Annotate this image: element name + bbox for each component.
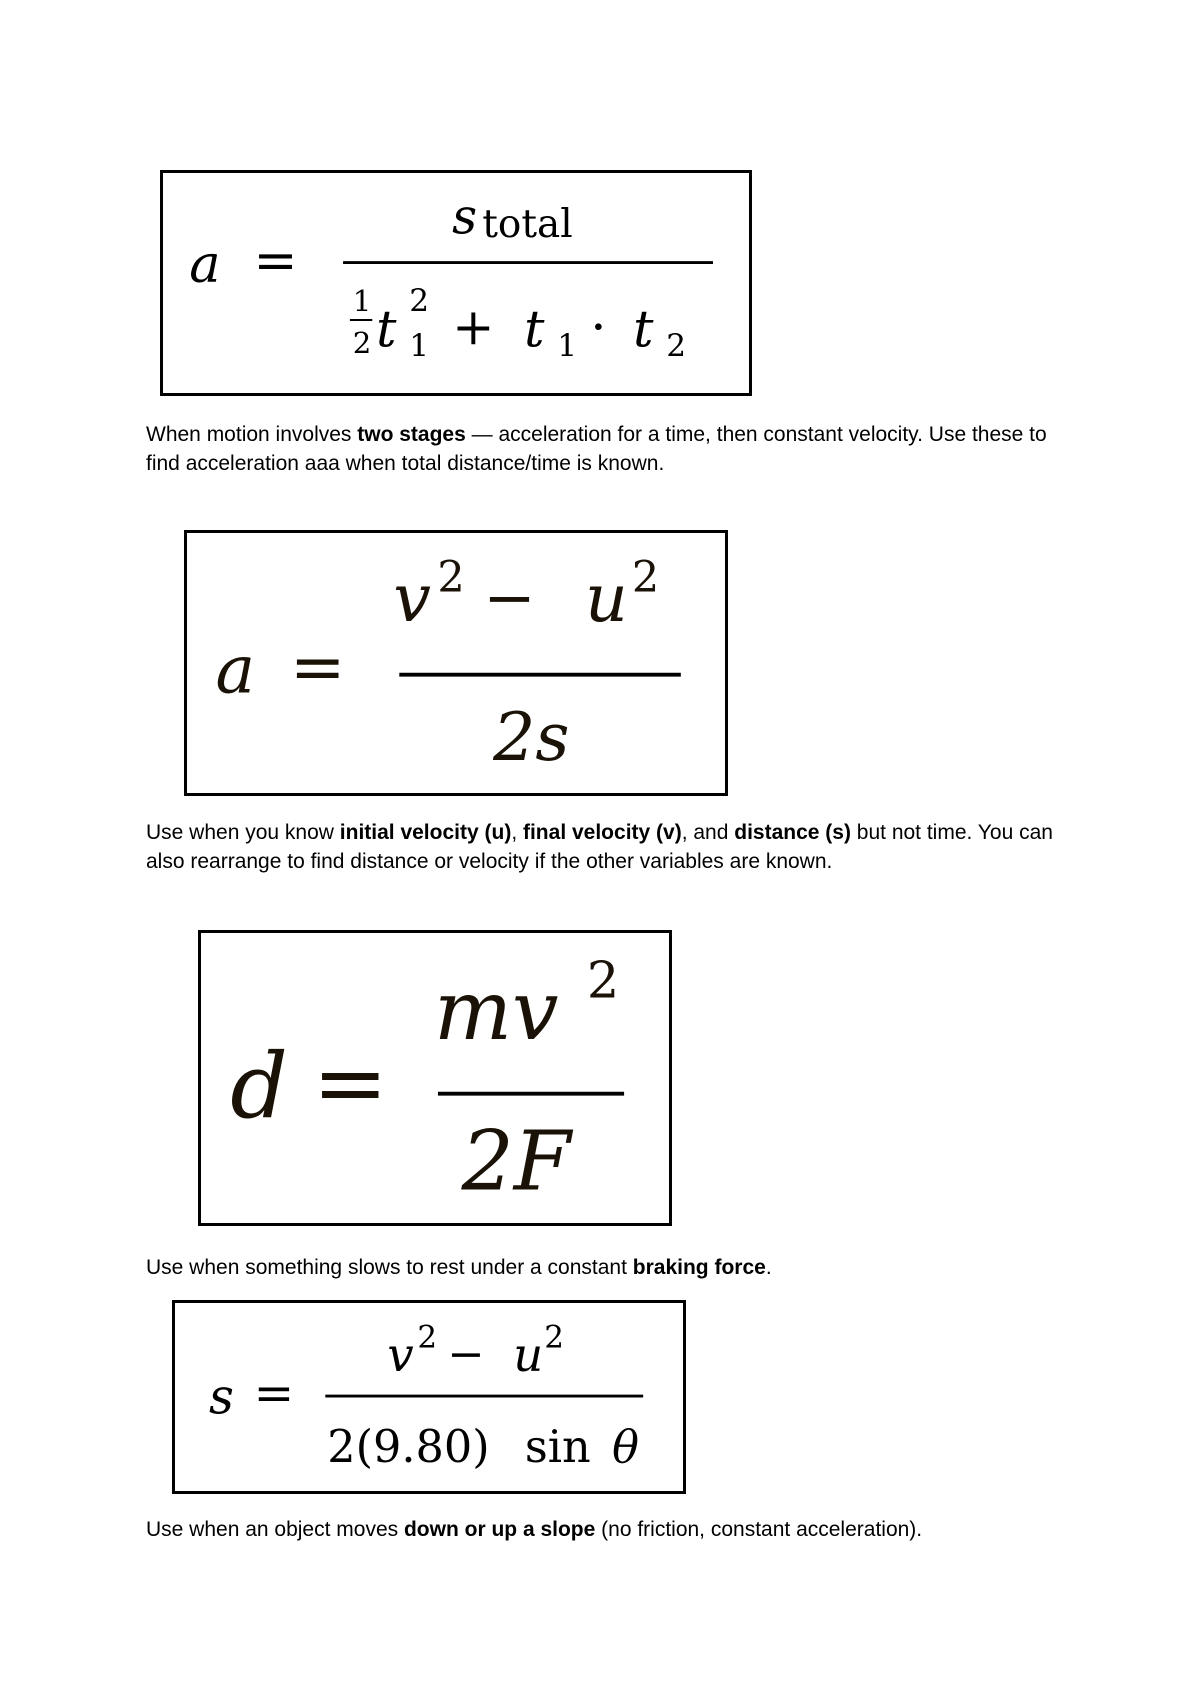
formula-lhs: a xyxy=(189,234,221,296)
numerator-u-squared: 2 xyxy=(631,552,660,603)
formula-braking-svg xyxy=(201,933,669,1223)
denominator-theta: θ xyxy=(612,1420,639,1473)
minus-sign: − xyxy=(483,561,536,635)
formula-acceleration-svg xyxy=(187,533,725,793)
t2-symbol: t xyxy=(633,299,654,359)
t1-subscript: 1 xyxy=(409,328,430,365)
text-run: Use when an object moves xyxy=(146,1518,404,1541)
text-run: . xyxy=(765,1256,772,1279)
text-run: , xyxy=(511,821,523,844)
minus-sign: − xyxy=(447,1327,485,1380)
text-run: Use when you know xyxy=(146,821,340,844)
numerator-v: v xyxy=(387,1327,414,1382)
numerator-s: s xyxy=(452,189,478,246)
numerator-sub-total: total xyxy=(482,202,573,248)
formula-equals: = xyxy=(289,627,346,706)
numerator-u-squared: 2 xyxy=(544,1319,565,1356)
description-braking xyxy=(146,1253,1066,1282)
bold-final-velocity: final velocity (v) xyxy=(522,821,682,844)
numerator-v-squared: 2 xyxy=(417,1319,438,1356)
t1-superscript: 2 xyxy=(409,283,430,320)
bold-initial-velocity: initial velocity (u) xyxy=(339,821,512,844)
text-run: but not time. You can also rearrange to find distance or velocity if the other variables are known. xyxy=(146,821,1053,873)
formula-equals: = xyxy=(253,1365,295,1422)
numerator-v: v xyxy=(393,558,431,637)
bold-two-stages: two stages xyxy=(357,423,466,446)
text-run: , and xyxy=(681,821,735,844)
t2-subscript: 2 xyxy=(666,328,687,365)
formula-two-stage-svg xyxy=(163,173,749,393)
description-two-stage xyxy=(146,420,1066,478)
formula-lhs: a xyxy=(215,630,256,709)
formula-slope-distance xyxy=(172,1300,686,1494)
text-run: Use when something slows to rest under a constant xyxy=(146,1256,633,1279)
formula-lhs: s xyxy=(209,1369,234,1426)
formula-braking-distance xyxy=(198,930,672,1226)
numerator-v-squared: 2 xyxy=(437,552,465,603)
half-denominator: 2 xyxy=(352,326,372,361)
bold-down-or-up-slope: down or up a slope xyxy=(403,1518,596,1541)
formula-slope-svg xyxy=(175,1303,683,1491)
half-numerator: 1 xyxy=(352,284,372,319)
dot-operator: · xyxy=(590,297,607,357)
t1b-subscript: 1 xyxy=(557,328,578,365)
t1b-symbol: t xyxy=(524,299,545,359)
denominator-constant: 2(9.80) xyxy=(327,1420,490,1473)
denominator-sin: sin xyxy=(524,1420,591,1473)
numerator-u: u xyxy=(513,1327,544,1382)
formula-lhs: d xyxy=(230,1034,288,1140)
text-run: (no friction, constant acceleration). xyxy=(595,1518,923,1541)
numerator-v-squared: 2 xyxy=(586,951,620,1011)
bold-distance: distance (s) xyxy=(734,821,851,844)
numerator-mv: mv xyxy=(434,963,559,1059)
formula-two-stage-acceleration xyxy=(160,170,752,396)
formula-acceleration-no-time xyxy=(184,530,728,796)
plus-sign: + xyxy=(452,297,495,357)
formula-equals: = xyxy=(253,230,298,292)
formula-equals: = xyxy=(312,1030,389,1136)
description-slope xyxy=(146,1515,1066,1544)
denominator-2F: 2F xyxy=(461,1114,571,1210)
description-acceleration-no-time xyxy=(146,818,1066,876)
denominator-2s: 2s xyxy=(493,697,570,776)
t1-symbol: t xyxy=(376,299,397,359)
text-run: — acceleration for a time, then constant velocity. Use these to find acceleration aaa when total distance/time is known. xyxy=(146,423,1047,475)
numerator-u: u xyxy=(585,558,628,637)
text-run: When motion involves xyxy=(146,423,358,446)
bold-braking-force: braking force xyxy=(632,1256,766,1279)
